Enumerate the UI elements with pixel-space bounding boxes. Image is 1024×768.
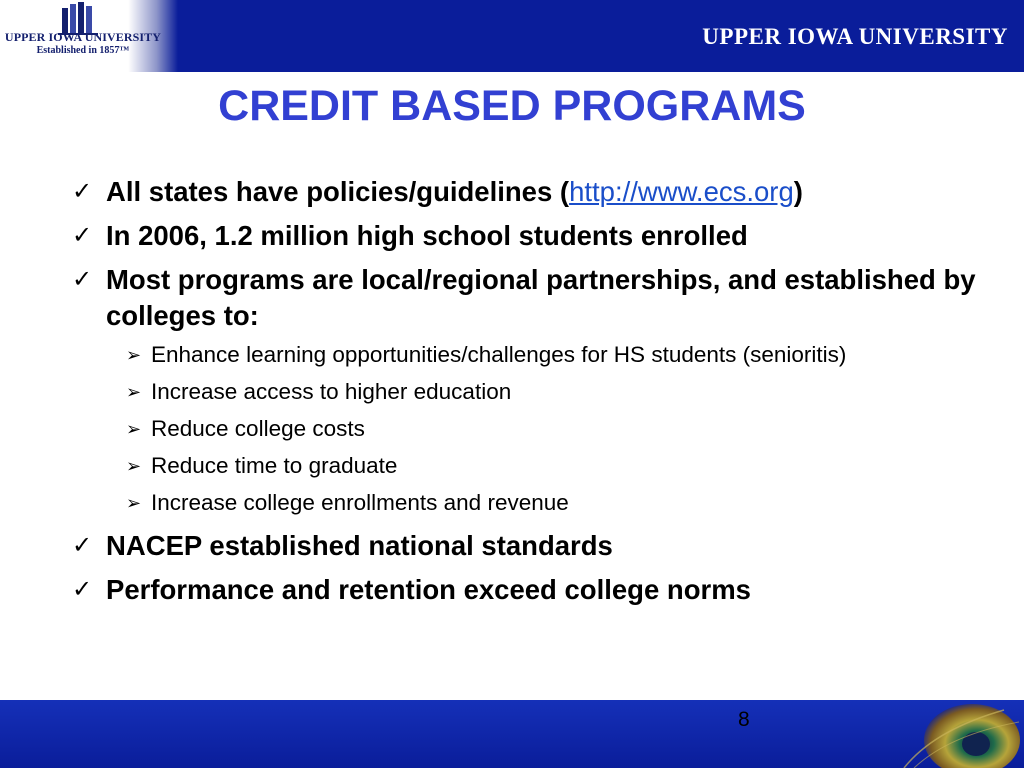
arrowhead-icon: ➢ [126,456,142,476]
logo-established: Established in 1857™ [36,45,130,56]
checkmark-icon: ✓ [72,532,93,559]
bullet-text: All states have policies/guidelines ( [106,176,570,207]
bullet-item [72,262,1002,334]
sub-bullet-list [72,340,1002,518]
sub-bullet-text: Reduce time to graduate [151,453,398,478]
sub-bullet-text: Increase access to higher education [151,379,512,404]
bullet-text: In 2006, 1.2 million high school students enrolled [106,220,748,251]
logo-name: UPPER IOWA UNIVERSITY [4,30,162,44]
sub-bullet-item [72,340,1002,370]
checkmark-icon: ✓ [72,222,93,249]
checkmark-icon: ✓ [72,178,93,205]
checkmark-icon: ✓ [72,576,93,603]
ecs-link[interactable]: http://www.ecs.org [569,176,794,207]
bullet-list [72,174,1002,616]
footer-band [0,700,1024,768]
arrowhead-icon: ➢ [126,382,142,402]
bullet-item [72,174,1002,210]
bullet-suffix: ) [793,176,803,207]
university-logo [0,0,178,72]
peacock-feather-icon [894,700,1024,768]
arrowhead-icon: ➢ [126,419,142,439]
sub-bullet-item [72,414,1002,444]
sub-bullet-item [72,377,1002,407]
checkmark-icon: ✓ [72,266,93,293]
sub-bullet-item [72,488,1002,518]
slide-title: CREDIT BASED PROGRAMS [218,82,806,130]
arrowhead-icon: ➢ [126,345,142,365]
brand-text: UPPER IOWA UNIVERSITY [702,24,1008,49]
sub-bullet-text: Enhance learning opportunities/challenges for HS students (senioritis) [151,342,847,367]
bullet-text: NACEP established national standards [106,530,613,561]
sub-bullet-text: Reduce college costs [151,416,365,441]
arrowhead-icon: ➢ [126,493,142,513]
bullet-item [72,218,1002,254]
bullet-item [72,528,1002,564]
bullet-text: Performance and retention exceed college norms [106,574,751,605]
sub-bullet-text: Increase college enrollments and revenue [151,490,569,515]
bullet-text: Most programs are local/regional partnerships, and established by colleges to: [106,264,976,331]
sub-bullet-item [72,451,1002,481]
page-number: 8 [738,708,750,731]
bullet-item [72,572,1002,608]
header-band [0,0,1024,72]
